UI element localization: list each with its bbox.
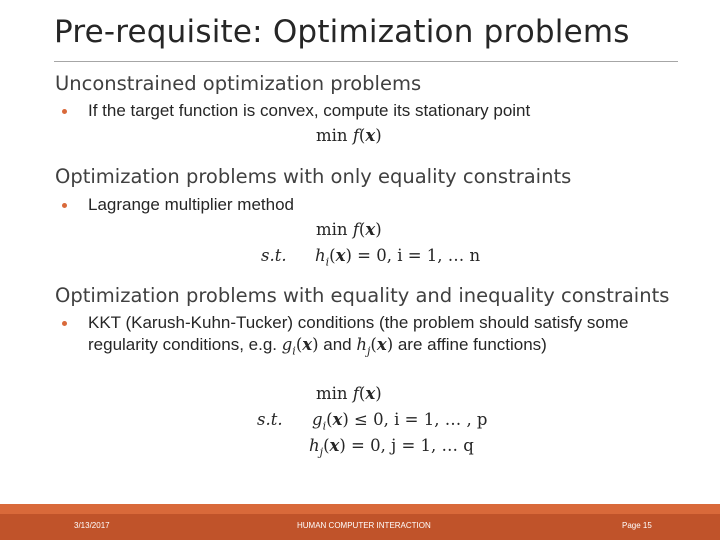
footer-page-number: Page 15 xyxy=(622,521,652,530)
title-divider xyxy=(54,61,678,62)
footer-date: 3/13/2017 xyxy=(74,521,110,530)
formula-st-label: s.t. xyxy=(261,246,287,265)
formula-equality-constraint: $h_i(x) = 0$, i = 1, … n xyxy=(315,246,481,269)
formula-equality-constraint-2: $h_j(x) = 0$, j = 1, … q xyxy=(309,436,474,459)
footer-title: HUMAN COMPUTER INTERACTION xyxy=(297,521,431,530)
formula-st-label: s.t. xyxy=(257,410,283,429)
formula-min-f: min f(x) xyxy=(316,126,382,145)
slide-footer xyxy=(0,504,720,540)
bullet-dot-icon xyxy=(62,203,67,208)
bullet-text: Lagrange multiplier method xyxy=(88,195,295,214)
formula-inequality-constraint: $g_i(x) \le 0$, i = 1, … , p xyxy=(312,410,488,433)
section-heading-unconstrained: Unconstrained optimization problems xyxy=(55,72,422,95)
section-heading-kkt: Optimization problems with equality and inequality constraints xyxy=(55,284,670,307)
bullet-text: If the target function is convex, compute its stationary point xyxy=(88,101,531,120)
bullet-dot-icon xyxy=(62,321,67,326)
bullet-dot-icon xyxy=(62,109,67,114)
slide-title: Pre-requisite: Optimization problems xyxy=(54,14,630,50)
footer-accent-band xyxy=(0,504,720,514)
inline-math-g: $g_i(x)$ xyxy=(281,335,319,358)
bullet-text: KKT (Karush-Kuhn-Tucker) conditions (the problem should satisfy some regularity conditions, e.g. $g_i(x)$ and $h_j(x)$ are affine functions) xyxy=(88,313,629,358)
section-heading-equality: Optimization problems with only equality constraints xyxy=(55,165,572,188)
formula-min-f: min f(x) xyxy=(316,220,382,239)
inline-math-h: $h_j(x)$ xyxy=(356,335,394,358)
formula-min-f: min f(x) xyxy=(316,384,382,403)
